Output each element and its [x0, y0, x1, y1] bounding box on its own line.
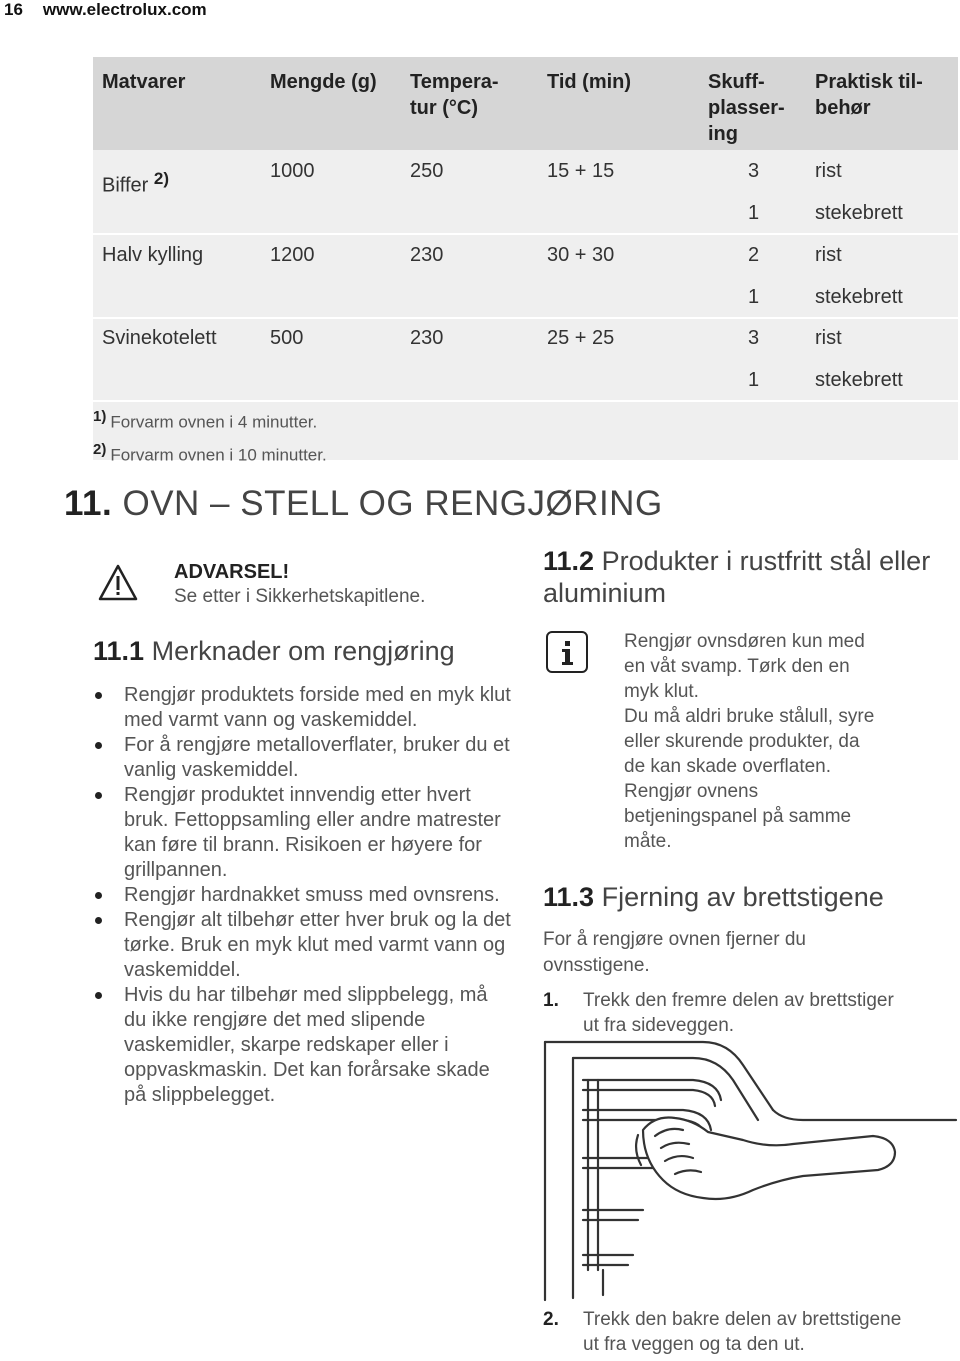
list-item: Rengjør produktets forside med en myk klut med varmt vann og vaskemiddel. — [92, 683, 512, 733]
cell-food: Halv kylling — [102, 244, 204, 266]
table-footnote: $^{2)}$ Forvarm ovnen i 10 minutter. — [93, 441, 327, 465]
row-divider — [93, 317, 958, 319]
step-text: Trekk den fremre delen av brettstiger ut fra sideveggen. — [583, 990, 894, 1036]
warning-triangle-icon — [98, 564, 138, 602]
step-number: 2. — [543, 1309, 559, 1330]
section-heading: 11. OVN – STELL OG RENGJØRING — [64, 484, 663, 523]
cell-temp: 250 — [410, 160, 444, 182]
info-note: Rengjør ovnsdøren kun med en våt svamp. Tørk den en myk klut. Du må aldri bruke stålull, syre eller skurende produkter, da de kan skade overflaten. Rengjør ovnens betjeningspanel på samme måte. — [624, 631, 875, 852]
cell-accessory: rist — [815, 160, 842, 182]
shelf-support-illustration — [543, 1040, 958, 1302]
cell-amount: 1200 — [270, 244, 315, 266]
list-item: Rengjør hardnakket smuss med ovnsrens. — [92, 883, 512, 908]
page-header — [4, 0, 207, 20]
row-divider — [93, 233, 958, 235]
cell-slot: 1 — [748, 369, 760, 391]
cell-temp: 230 — [410, 327, 444, 349]
warning-title: ADVARSEL! — [174, 561, 290, 583]
cleaning-notes-list — [92, 683, 512, 1108]
list-item: Rengjør alt tilbehør etter hver bruk og la det tørke. Bruk en myk klut med varmt vann og vaskemiddel. — [92, 908, 512, 983]
cell-accessory: stekebrett — [815, 286, 903, 308]
header-amount: Mengde (g) — [270, 71, 377, 93]
page-url: www.electrolux.com — [42, 0, 207, 19]
subsection-heading-11-2: 11.2 Produkter i rustfritt stål eller aluminium — [543, 546, 931, 608]
cell-time: 25 + 25 — [547, 327, 615, 349]
list-item: Hvis du har tilbehør med slippbelegg, må du ikke rengjøre det med slipende vaskemidler, skarpe redskaper eller i oppvaskmaskin. Det kan forårsake skade på slippbelegget. — [92, 983, 512, 1108]
page-number: 16 — [4, 0, 23, 19]
cell-accessory: rist — [815, 244, 842, 266]
cell-time: 15 + 15 — [547, 160, 615, 182]
cooking-table — [93, 57, 958, 465]
header-food: Matvarer — [102, 71, 186, 93]
cell-amount: 500 — [270, 327, 304, 349]
header-slot: Skuff- plasser- ing — [708, 71, 785, 145]
cell-slot: 3 — [748, 327, 760, 349]
header-temp: Tempera- tur (°C) — [410, 71, 499, 119]
step-number: 1. — [543, 990, 559, 1011]
cell-accessory: stekebrett — [815, 202, 903, 224]
table-footnote: $^{1)}$ Forvarm ovnen i 4 minutter. — [93, 408, 318, 432]
header-accessory: Praktisk til- behør — [815, 71, 923, 119]
cell-slot: 2 — [748, 244, 760, 266]
subsection-heading-11-1: 11.1 Merknader om rengjøring — [93, 636, 455, 666]
subsection-heading-11-3: 11.3 Fjerning av brettstigene — [543, 882, 884, 912]
row-divider — [93, 400, 958, 402]
warning-text: Se etter i Sikkerhetskapitlene. — [174, 586, 426, 607]
cell-time: 30 + 30 — [547, 244, 615, 266]
cell-slot: 3 — [748, 160, 760, 182]
cell-slot: 1 — [748, 286, 760, 308]
cell-temp: 230 — [410, 244, 444, 266]
list-item: Rengjør produktet innvendig etter hvert bruk. Fettoppsamling eller andre matrester kan føre til brann. Risikoen er høyere for grillpannen. — [92, 783, 512, 883]
cell-food: Svinekotelett — [102, 327, 217, 349]
cell-food: Biffer $^{2)}$ — [102, 169, 170, 197]
cell-slot: 1 — [748, 202, 760, 224]
cell-accessory: rist — [815, 327, 842, 349]
step-text: Trekk den bakre delen av brettstigene ut fra veggen og ta den ut. — [583, 1309, 902, 1355]
cell-amount: 1000 — [270, 160, 315, 182]
info-icon — [546, 631, 588, 673]
cell-accessory: stekebrett — [815, 369, 903, 391]
list-item: For å rengjøre metalloverflater, bruker du et vanlig vaskemiddel. — [92, 733, 512, 783]
intro-text: For å rengjøre ovnen fjerner du ovnsstigene. — [543, 929, 806, 976]
header-time: Tid (min) — [547, 71, 632, 93]
table-header — [93, 57, 958, 150]
